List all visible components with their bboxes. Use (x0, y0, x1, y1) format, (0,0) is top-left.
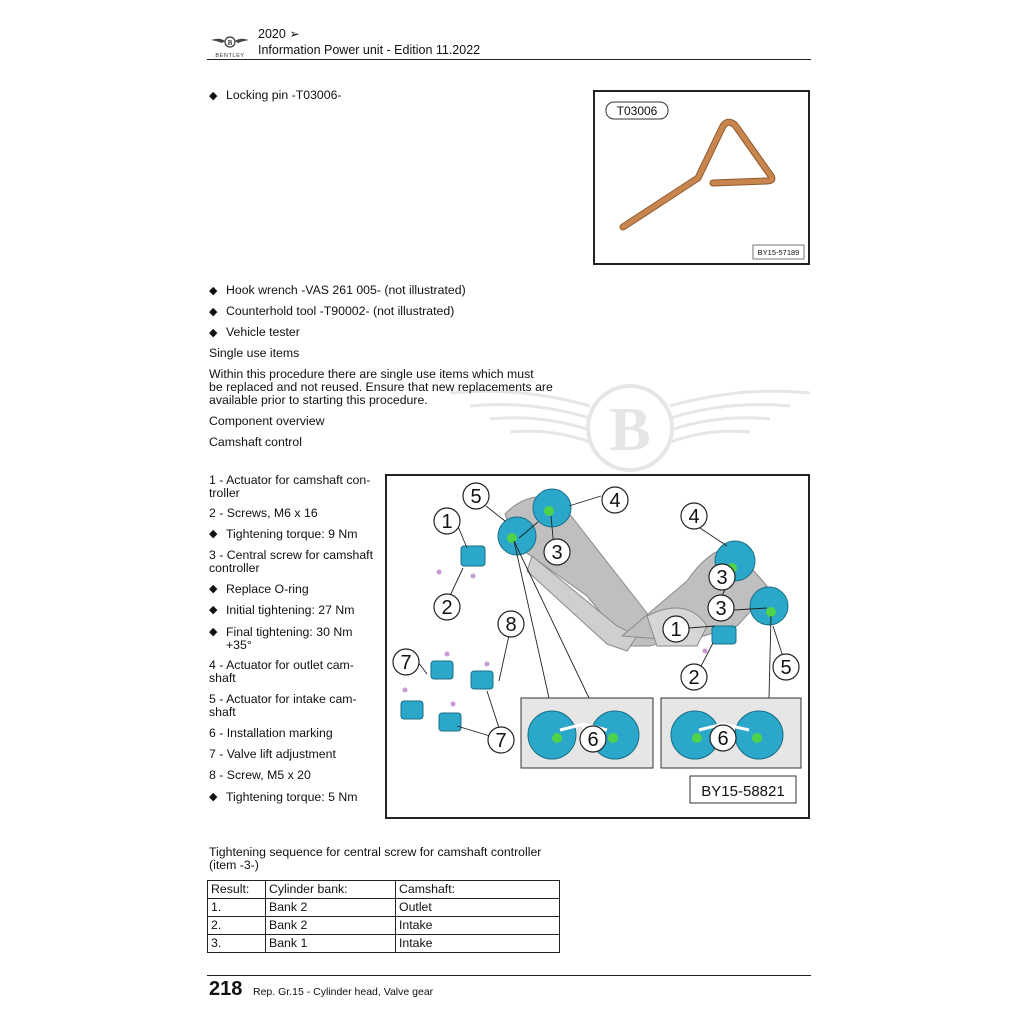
svg-text:7: 7 (495, 730, 507, 752)
legend-item-6: 6 - Installation marking (209, 726, 333, 740)
callout-6 (580, 726, 606, 752)
tool-item: ◆ Counterhold tool -T90002- (not illustrated) (209, 304, 455, 318)
callout-4 (602, 487, 628, 513)
svg-text:1: 1 (670, 619, 682, 641)
table-cell: 3. (208, 935, 266, 953)
table-cell: Intake (396, 935, 560, 953)
legend-item-8: 8 - Screw, M5 x 20 (209, 768, 311, 782)
tool-item: ◆ Hook wrench -VAS 261 005- (not illustrated) (209, 283, 466, 297)
table-cell: Outlet (396, 899, 560, 917)
legend-item-7: 7 - Valve lift adjustment (209, 747, 336, 761)
legend-bullet: ◆ Tightening torque: 9 Nm (209, 527, 358, 541)
single-use-text-line: be replaced and not reused. Ensure that new replacements are (209, 380, 553, 394)
callout-1 (434, 508, 460, 534)
svg-text:B: B (609, 396, 651, 464)
callout-4 (681, 503, 707, 529)
legend-item-3: 3 - Central screw for camshaft controller (209, 548, 374, 575)
legend-bullet: ◆ Tightening torque: 5 Nm (209, 790, 358, 804)
svg-text:7: 7 (400, 652, 412, 674)
table-row (208, 935, 560, 953)
table-cell: Bank 2 (266, 899, 396, 917)
header-year: 2020 ➢ (258, 27, 300, 41)
svg-text:3: 3 (715, 598, 727, 620)
component-overview-heading: Component overview (209, 414, 325, 428)
sequence-heading-line: (item -3-) (209, 858, 259, 872)
camshaft-control-figure (385, 474, 810, 819)
callout-5 (463, 483, 489, 509)
legend-bullet: ◆ Initial tightening: 27 Nm (209, 603, 355, 617)
single-use-text-line: Within this procedure there are single use items which must (209, 367, 534, 381)
callout-2 (434, 594, 460, 620)
legend-item-2: 2 - Screws, M6 x 16 (209, 506, 318, 520)
callout-3 (708, 595, 734, 621)
callout-7 (393, 649, 419, 675)
tool-item: ◆ Vehicle tester (209, 325, 300, 339)
table-row (208, 899, 560, 917)
page-number: 218 (209, 978, 243, 1000)
svg-text:1: 1 (441, 511, 453, 533)
single-use-text-line: available prior to starting this procedure. (209, 393, 428, 407)
actuator-intake-right (750, 587, 788, 625)
svg-text:B: B (227, 39, 233, 47)
table-cell: Intake (396, 917, 560, 935)
actuator-intake-left (498, 517, 536, 555)
camshaft-control-heading: Camshaft control (209, 435, 302, 449)
table-header-cell: Cylinder bank: (266, 881, 396, 899)
locking-pin-figure (593, 90, 810, 265)
table-header-cell: Camshaft: (396, 881, 560, 899)
callout-7 (488, 727, 514, 753)
svg-text:2: 2 (441, 597, 453, 619)
legend-bullet: ◆ Final tightening: 30 Nm +35° (209, 625, 353, 652)
callout-5 (773, 654, 799, 680)
callout-3 (544, 539, 570, 565)
svg-text:8: 8 (505, 614, 517, 636)
locking-pin-shape (623, 122, 772, 227)
svg-text:3: 3 (551, 542, 563, 564)
svg-text:6: 6 (717, 728, 729, 750)
figure-code: BY15-58821 (701, 783, 785, 800)
table-cell: 1. (208, 899, 266, 917)
brand-label: BENTLEY (215, 53, 245, 59)
svg-text:5: 5 (470, 486, 482, 508)
tightening-sequence-table (207, 880, 560, 953)
svg-text:2: 2 (688, 667, 700, 689)
header-title: Information Power unit - Edition 11.2022 (258, 43, 481, 57)
tool-item: ◆ Locking pin -T03006- (209, 88, 342, 102)
table-row (208, 917, 560, 935)
table-cell: Bank 1 (266, 935, 396, 953)
callout-6 (710, 725, 736, 751)
sequence-heading-line: Tightening sequence for central screw for camshaft controller (209, 845, 542, 859)
table-cell: Bank 2 (266, 917, 396, 935)
footer-text: Rep. Gr.15 - Cylinder head, Valve gear (253, 986, 434, 998)
table-header-cell: Result: (208, 881, 266, 899)
callout-3 (709, 564, 735, 590)
legend-item-1: 1 - Actuator for camshaft con- troller (209, 473, 371, 500)
svg-text:4: 4 (688, 506, 700, 528)
callout-2 (681, 664, 707, 690)
footer-rule (207, 975, 811, 976)
legend-item-4: 4 - Actuator for outlet cam- shaft (209, 658, 354, 685)
callout-8 (498, 611, 524, 637)
tool-tag-label: T03006 (616, 104, 658, 118)
svg-text:4: 4 (609, 490, 621, 512)
table-header-row (208, 881, 560, 899)
single-use-heading: Single use items (209, 346, 300, 360)
svg-text:6: 6 (587, 729, 599, 751)
header-rule (207, 59, 811, 60)
callout-1 (663, 616, 689, 642)
svg-text:5: 5 (780, 657, 792, 679)
table-cell: 2. (208, 917, 266, 935)
legend-item-5: 5 - Actuator for intake cam- shaft (209, 692, 357, 719)
svg-text:3: 3 (716, 567, 728, 589)
figure-code: BY15-57189 (757, 248, 800, 257)
legend-bullet: ◆ Replace O-ring (209, 582, 309, 596)
bentley-logo (209, 33, 251, 59)
